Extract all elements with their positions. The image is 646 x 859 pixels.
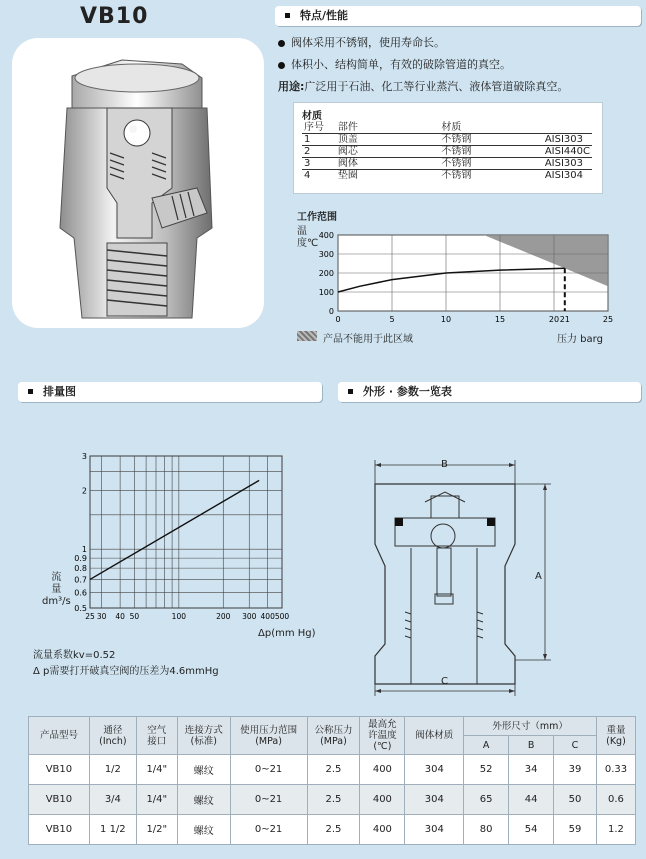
x-tick-label: 500 [274,612,290,621]
model-title: VB10 [80,4,149,29]
materials-row: 2 阀芯 不锈钢 AISI440C [304,146,590,157]
y-tick-label: 400 [318,231,334,240]
dimension-b-label: B [441,459,448,470]
forbidden-area-legend-text: 产品不能用于此区域 [323,334,413,345]
y-tick-label: 3 [81,452,87,461]
usage-line [278,78,568,94]
x-tick-label: 50 [129,612,140,621]
y-tick-label: 0.5 [74,604,87,613]
materials-row: 3 阀体 不锈钢 AISI303 [302,158,592,170]
col-air-port: 空气 接口 [136,717,177,755]
materials-row: 1 顶盖 不锈钢 AISI303 [302,134,592,146]
x-tick-label: 25 [602,315,614,324]
x-tick-label: 100 [171,612,187,621]
spec-table-row: VB10 1 1/2 1/2" 螺纹 0~21 2.5 400 304 80 54 59 1.2 [29,815,636,845]
materials-title: 材质 [302,111,322,122]
discharge-header [18,382,322,402]
y-tick-label: 1 [81,545,87,555]
flow-curve [90,480,259,579]
spec-table [28,716,636,845]
materials-header-row: 序号 部件 材质 [304,122,462,133]
y-tick-label: 0.6 [74,588,87,598]
feature-bullet-1: 阀体采用不锈钢，使用寿命长。 [278,36,445,50]
square-bullet-icon [285,13,290,18]
working-range-xlabel: 压力 barg [557,334,603,345]
working-range-ylabel: 温度℃ [297,226,319,249]
working-range-title: 工作范围 [297,212,337,223]
discharge-ylabel: 流 量 dm³/s [42,572,71,607]
col-dim-c: C [554,736,597,755]
x-tick-label: 0 [335,315,341,324]
features-header-label: 特点/性能 [300,9,349,22]
y-tick-label: 2 [81,486,87,496]
spec-table-row: VB10 1/2 1/4" 螺纹 0~21 2.5 400 304 52 34 39 0.33 [29,755,636,785]
discharge-chart [60,448,310,628]
dimension-c-label: C [441,676,448,687]
product-image-panel [12,38,264,328]
col-weight: 重量 (Kg) [596,717,635,755]
y-tick-label: 0.9 [74,554,87,564]
usage-label: 用途: [278,80,305,93]
dimensions-header-label: 外形 · 参数一览表 [363,385,452,398]
x-tick-label: 15 [494,315,506,324]
x-tick-label: 30 [96,612,107,621]
col-max-temp: 最高允 许温度 (℃) [360,717,405,755]
materials-box [293,102,603,194]
dimensions-header [338,382,641,402]
col-dimensions: 外形尺寸（mm） [464,717,597,736]
col-model: 产品型号 [29,717,90,755]
col-dim-b: B [509,736,554,755]
col-body-material: 阀体材质 [405,717,464,755]
pressure-diff-note: Δ p需要打开破真空阀的压差为4.6mmHg [33,666,219,677]
valve-cutaway-illustration [12,38,264,328]
working-range-chart [310,225,630,325]
discharge-header-label: 排量图 [43,385,76,398]
bullet-dot-icon [278,62,285,69]
col-nominal-pressure: 公称压力 (MPa) [307,717,360,755]
features-header [275,6,641,26]
y-tick-label: 200 [318,269,334,278]
materials-table [302,122,592,181]
spec-table-header-row [29,717,636,736]
col-pressure-range: 使用压力范围 (MPa) [230,717,307,755]
x-tick-label: 25 [85,612,95,621]
dimension-a-label: A [535,571,542,582]
feature-bullet-2: 体积小、结构简单，有效的破除管道的真空。 [278,58,511,72]
square-bullet-icon [28,389,33,394]
x-tick-label: 5 [389,315,395,324]
bullet-dot-icon [278,40,285,47]
x-tick-label: 40 [115,612,125,621]
y-tick-label: 0.7 [74,575,87,585]
x-tick-label: 21 [559,315,570,324]
plot-area [90,456,282,608]
forbidden-area-legend-icon [297,331,317,341]
materials-row: 4 垫圈 不锈钢 AISI304 [302,170,592,182]
spec-table-row: VB10 3/4 1/4" 螺纹 0~21 2.5 400 304 65 44 50 0.6 [29,785,636,815]
y-tick-label: 300 [318,250,334,259]
discharge-xlabel: Δp(mm Hg) [258,628,316,639]
y-tick-label: 0.8 [74,564,87,574]
x-tick-label: 200 [216,612,231,621]
col-dim-a: A [464,736,509,755]
flow-coefficient-note: 流量系数kv=0.52 [33,650,116,661]
y-tick-label: 0 [328,307,334,316]
square-bullet-icon [348,389,353,394]
x-tick-label: 400 [260,612,275,621]
x-tick-label: 20 [548,315,560,324]
col-bore: 通径 (Inch) [89,717,136,755]
x-tick-label: 10 [440,315,452,324]
col-connection: 连接方式 (标准) [177,717,230,755]
x-tick-label: 300 [242,612,257,621]
usage-text: 广泛用于石油、化工等行业蒸汽、液体管道破除真空。 [304,80,569,93]
y-tick-label: 100 [318,288,334,297]
